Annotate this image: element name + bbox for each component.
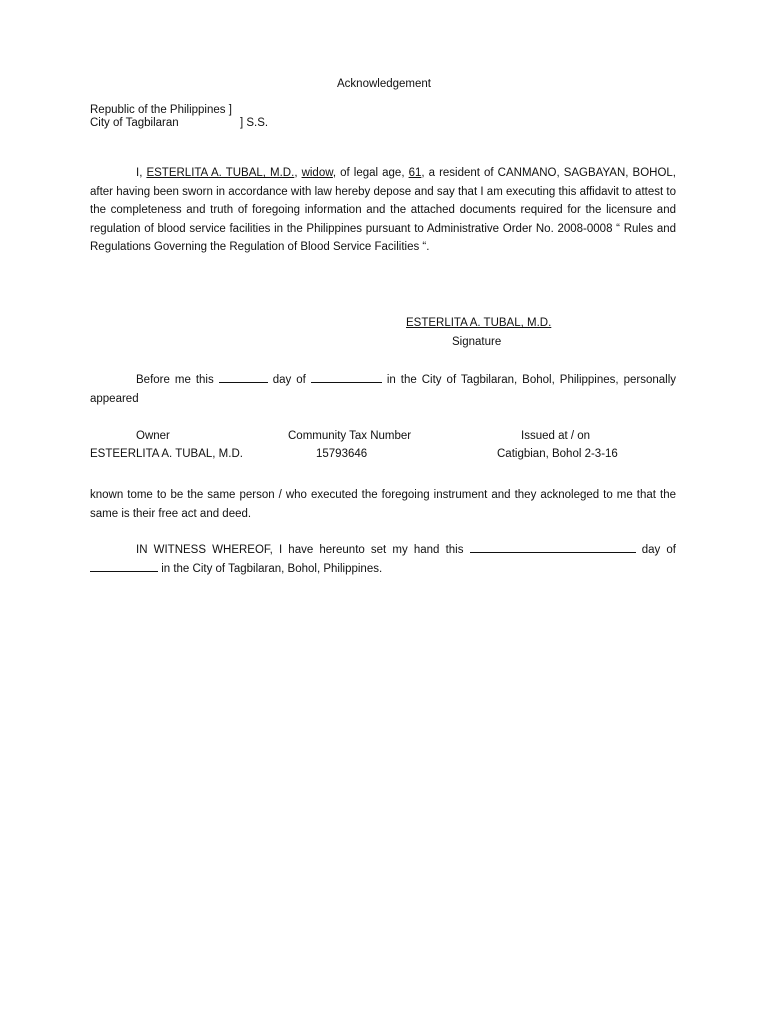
- witness-text-2: day of: [635, 544, 676, 556]
- month-blank[interactable]: [311, 371, 382, 383]
- signature-label: Signature: [452, 336, 502, 348]
- affidavit-paragraph: [90, 164, 676, 257]
- ctc-value: 15793646: [316, 448, 368, 460]
- day-blank[interactable]: [219, 371, 268, 383]
- venue-ss: ] S.S.: [240, 117, 269, 129]
- venue-city: City of Tagbilaran: [90, 117, 179, 129]
- affidavit-text-1: I,: [136, 167, 147, 179]
- issued-header: Issued at / on: [521, 430, 591, 442]
- before-me-text-1: Before me this: [136, 374, 219, 386]
- witness-paragraph: [90, 541, 676, 578]
- venue-block: [90, 104, 268, 130]
- venue-country: Republic of the Philippines ]: [90, 104, 232, 116]
- before-me-text-3: in the City of Tagbilaran, Bohol, Philippines, personally appeared: [90, 374, 676, 405]
- owner-header: Owner: [136, 430, 170, 442]
- signature-name: ESTERLITA A. TUBAL, M.D.: [406, 317, 552, 329]
- affiant-age: 61: [408, 167, 422, 179]
- witness-text-3: in the City of Tagbilaran, Bohol, Philippines.: [158, 562, 383, 575]
- witness-month-blank[interactable]: [90, 560, 158, 572]
- owner-value: ESTEERLITA A. TUBAL, M.D.: [90, 448, 243, 460]
- before-me-text-2: day of: [267, 374, 311, 386]
- known-paragraph: known tome to be the same person / who executed the foregoing instrument and they acknoleged to me that the same is their free act and deed.: [90, 489, 676, 520]
- affidavit-text-2: ,: [294, 167, 302, 179]
- ctc-header: Community Tax Number: [288, 430, 412, 442]
- witness-text-1: IN WITNESS WHEREOF, I have hereunto set my hand this: [136, 544, 470, 556]
- affidavit-text-4: , a resident of CANMANO, SAGBAYAN, BOHOL, after having been sworn in accordance with law hereby depose and say that I am executing this affidavit to attest to the completeness and truth of foregoing information and the attached documents required for the licensure and regulation of blood service facilities in the Philippines pursuant to Administrative Order No. 2008-0008 “ Rules and Regulations Governing the Regulation of Blood Service Facilities “.: [90, 167, 676, 254]
- witness-day-blank[interactable]: [470, 541, 636, 553]
- affidavit-text-3: , of legal age,: [332, 167, 409, 179]
- issued-value: Catigbian, Bohol 2-3-16: [497, 448, 618, 460]
- affiant-name: ESTERLITA A. TUBAL, M.D.: [146, 167, 295, 179]
- civil-status: widow: [301, 167, 333, 179]
- document-title: Acknowledgement: [337, 78, 431, 90]
- before-me-paragraph: [90, 371, 676, 408]
